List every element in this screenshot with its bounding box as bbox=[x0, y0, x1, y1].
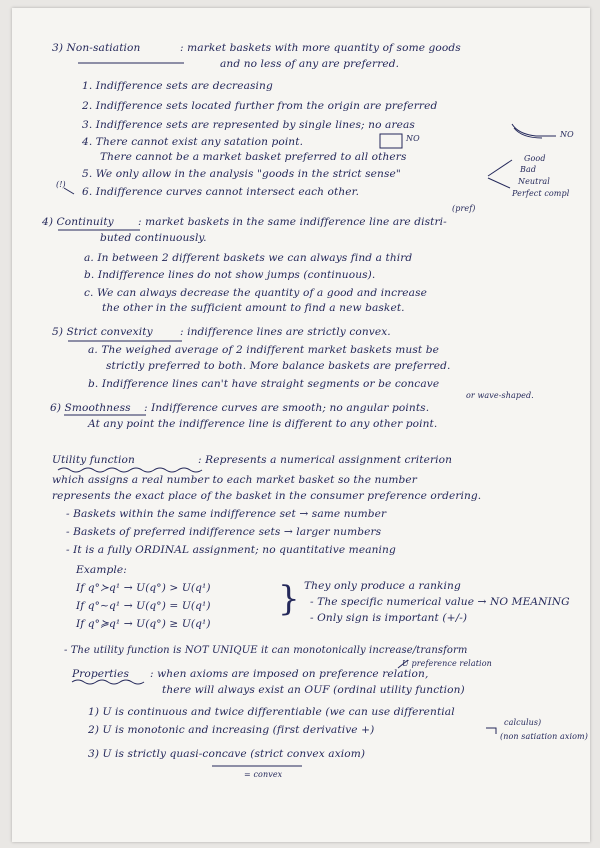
definition-text: and no less of any are preferred. bbox=[220, 58, 400, 70]
side-note: Perfect compl bbox=[512, 189, 570, 198]
list-item: There cannot be a market basket preferred to all others bbox=[100, 151, 407, 163]
list-item: 5. We only allow in the analysis "goods in the strict sense" bbox=[82, 168, 401, 180]
side-note: NO bbox=[406, 134, 420, 143]
list-item: 2. Indifference sets located further from the origin are preferred bbox=[82, 100, 438, 112]
underline-mark bbox=[58, 468, 202, 472]
list-item: b. Indifference lines do not show jumps (continuous). bbox=[84, 269, 376, 281]
side-note: calculus) bbox=[504, 718, 542, 727]
side-note: Good bbox=[524, 154, 546, 163]
property-item: 3) U is strictly quasi-concave (strict convex axiom) bbox=[88, 748, 366, 760]
example-note: - The specific numerical value → NO MEANING bbox=[310, 596, 570, 608]
arrow-mark bbox=[488, 178, 510, 188]
definition-text: buted continuously. bbox=[100, 232, 207, 244]
list-item: strictly preferred to both. More balance baskets are preferred. bbox=[106, 360, 451, 372]
heading-continuity: 4) Continuity bbox=[42, 216, 114, 228]
curve-sketch bbox=[512, 124, 552, 136]
definition-text: : market baskets in the same indifference line are distri- bbox=[138, 216, 447, 228]
heading-non-satiation: 3) Non-satiation bbox=[52, 42, 141, 54]
underline-mark bbox=[72, 680, 144, 684]
brace-glyph: } bbox=[278, 579, 300, 619]
side-note: NO bbox=[560, 130, 574, 139]
definition-text: represents the exact place of the basket in the consumer preference ordering. bbox=[52, 490, 482, 502]
example-line: If q°≻q¹ → U(q°) > U(q¹) bbox=[76, 582, 211, 594]
definition-text: which assigns a real number to each market basket so the number bbox=[52, 474, 417, 486]
list-item: b. Indifference lines can't have straight segments or be concave bbox=[88, 378, 440, 390]
list-item: a. The weighed average of 2 indifferent market baskets must be bbox=[88, 344, 439, 356]
bullet-item: - The utility function is NOT UNIQUE it can monotonically increase/transform bbox=[64, 645, 468, 656]
example-line: If q°∼q¹ → U(q°) = U(q¹) bbox=[76, 600, 211, 612]
margin-mark: (!) bbox=[56, 180, 66, 189]
list-item: 1. Indifference sets are decreasing bbox=[82, 80, 273, 92]
list-item: a. In between 2 different baskets we can always find a third bbox=[84, 252, 413, 264]
bullet-item: - Baskets of preferred indifference sets → larger numbers bbox=[66, 526, 382, 538]
definition-text: : market baskets with more quantity of some goods bbox=[180, 42, 461, 54]
side-note: Neutral bbox=[518, 177, 550, 186]
notebook-page bbox=[12, 8, 590, 842]
list-item: 6. Indifference curves cannot intersect each other. bbox=[82, 186, 360, 198]
arrow-mark bbox=[488, 160, 512, 176]
side-note: or wave-shaped. bbox=[466, 391, 534, 400]
side-note: U preference relation bbox=[402, 659, 492, 668]
example-note: They only produce a ranking bbox=[304, 580, 461, 592]
bullet-item: - Baskets within the same indifference set → same number bbox=[66, 508, 387, 520]
definition-text: there will always exist an OUF (ordinal utility function) bbox=[162, 684, 465, 696]
bullet-item: - It is a fully ORDINAL assignment; no quantitative meaning bbox=[66, 544, 396, 556]
heading-properties: Properties bbox=[72, 668, 130, 680]
definition-text: : when axioms are imposed on preference relation, bbox=[150, 668, 429, 680]
example-line: If q°≽q¹ → U(q°) ≥ U(q¹) bbox=[76, 618, 211, 630]
example-note: - Only sign is important (+/-) bbox=[310, 612, 468, 624]
property-item: 2) U is monotonic and increasing (first derivative +) bbox=[88, 724, 375, 736]
arrow-mark bbox=[486, 728, 496, 734]
satiation-box bbox=[380, 134, 402, 148]
heading-strict-convexity: 5) Strict convexity bbox=[52, 326, 153, 338]
heading-smoothness: 6) Smoothness bbox=[50, 402, 131, 414]
side-note: Bad bbox=[520, 165, 537, 174]
example-label: Example: bbox=[76, 564, 127, 576]
heading-utility-function: Utility function bbox=[52, 454, 135, 466]
side-note: = convex bbox=[244, 770, 283, 779]
definition-text: At any point the indifference line is different to any other point. bbox=[88, 418, 438, 430]
definition-text: : Indifference curves are smooth; no angular points. bbox=[144, 402, 430, 414]
list-item: 4. There cannot exist any satation point. bbox=[82, 136, 304, 148]
definition-text: : indifference lines are strictly convex. bbox=[180, 326, 391, 338]
list-item: c. We can always decrease the quantity of a good and increase bbox=[84, 287, 427, 299]
list-item: the other in the sufficient amount to find a new basket. bbox=[102, 302, 405, 314]
property-item: 1) U is continuous and twice differentiable (we can use differential bbox=[88, 706, 455, 718]
definition-text: : Represents a numerical assignment criterion bbox=[198, 454, 452, 466]
list-item: 3. Indifference sets are represented by single lines; no areas bbox=[82, 119, 415, 131]
side-note: (non satiation axiom) bbox=[500, 732, 588, 741]
side-note: (pref) bbox=[452, 204, 476, 213]
